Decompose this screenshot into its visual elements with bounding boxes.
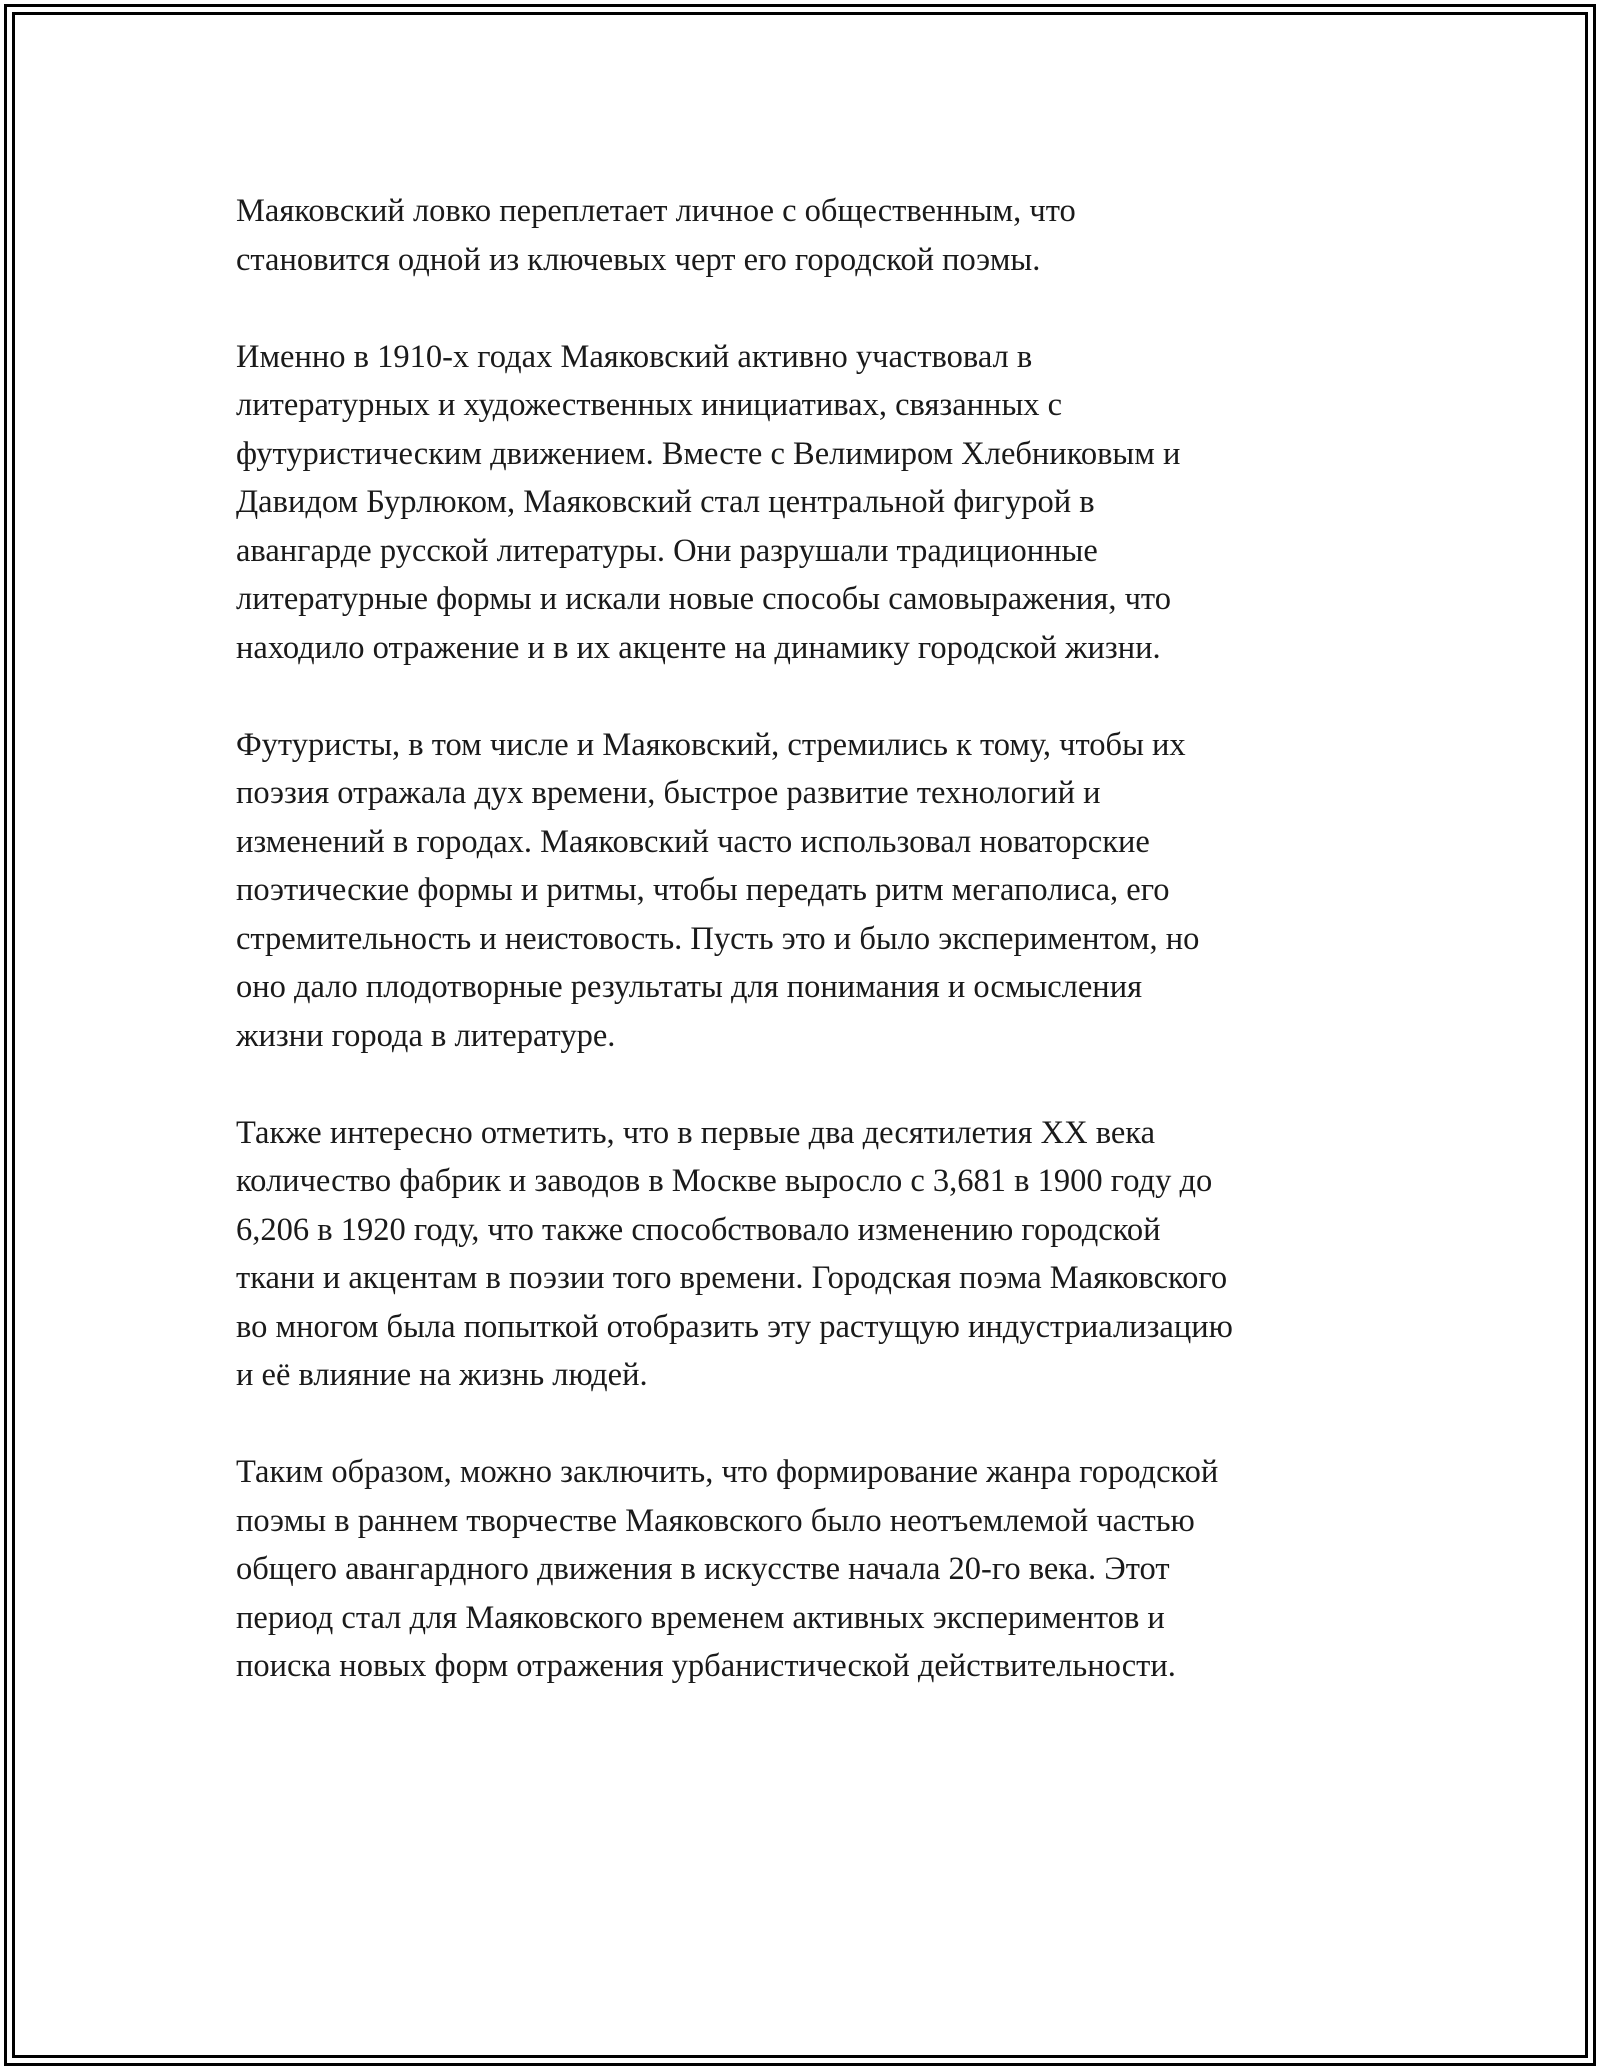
text-line: во многом была попыткой отобразить эту растущую индустриализацию — [236, 1308, 1233, 1345]
paragraph-4 — [236, 1109, 1396, 1400]
paragraph-1 — [236, 187, 1396, 284]
text-line: находило отражение и в их акценте на динамику городской жизни. — [236, 629, 1161, 666]
text-line: Футуристы, в том числе и Маяковский, стремились к тому, чтобы их — [236, 726, 1186, 763]
text-line: период стал для Маяковского временем активных экспериментов и — [236, 1599, 1165, 1636]
text-line: Также интересно отметить, что в первые два десятилетия XX века — [236, 1114, 1155, 1151]
text-line: количество фабрик и заводов в Москве выросло с 3,681 в 1900 году до — [236, 1163, 1213, 1199]
text-line: стремительность и неистовость. Пусть это и было экспериментом, но — [236, 920, 1200, 957]
paragraph-3 — [236, 721, 1396, 1061]
text-line: поэзия отражала дух времени, быстрое развитие технологий и — [236, 775, 1101, 811]
text-line: литературные формы и искали новые способы самовыражения, что — [236, 581, 1171, 617]
document-body — [236, 187, 1396, 1739]
text-line: литературных и художественных инициативах, связанных с — [236, 387, 1063, 423]
text-line: оно дало плодотворные результаты для понимания и осмысления — [236, 969, 1143, 1005]
text-line: футуристическим движением. Вместе с Велимиром Хлебниковым и — [236, 435, 1181, 472]
text-line: общего авангардного движения в искусстве начала 20-го века. Этот — [236, 1551, 1170, 1587]
text-line: и её влияние на жизнь людей. — [236, 1357, 648, 1393]
text-line: 6,206 в 1920 году, что также способствовало изменению городской — [236, 1211, 1161, 1248]
text-line: жизни города в литературе. — [236, 1017, 616, 1054]
text-line: авангарде русской литературы. Они разрушали традиционные — [236, 532, 1098, 569]
text-line: Маяковский ловко переплетает личное с общественным, что — [236, 193, 1076, 229]
text-line: Таким образом, можно заключить, что формирование жанра городской — [236, 1454, 1219, 1490]
paragraph-5 — [236, 1448, 1396, 1691]
text-line: изменений в городах. Маяковский часто использовал новаторские — [236, 823, 1150, 860]
text-line: поэмы в раннем творчестве Маяковского было неотъемлемой частью — [236, 1502, 1195, 1539]
text-line: становится одной из ключевых черт его городской поэмы. — [236, 241, 1041, 278]
text-line: поиска новых форм отражения урбанистической действительности. — [236, 1648, 1176, 1684]
text-line: ткани и акцентам в поэзии того времени. Городская поэма Маяковского — [236, 1260, 1228, 1296]
text-line: поэтические формы и ритмы, чтобы передать ритм мегаполиса, его — [236, 872, 1170, 908]
text-line: Давидом Бурлюком, Маяковский стал центральной фигурой в — [236, 484, 1095, 520]
paragraph-2 — [236, 333, 1396, 673]
text-line: Именно в 1910-х годах Маяковский активно участвовал в — [236, 338, 1033, 375]
